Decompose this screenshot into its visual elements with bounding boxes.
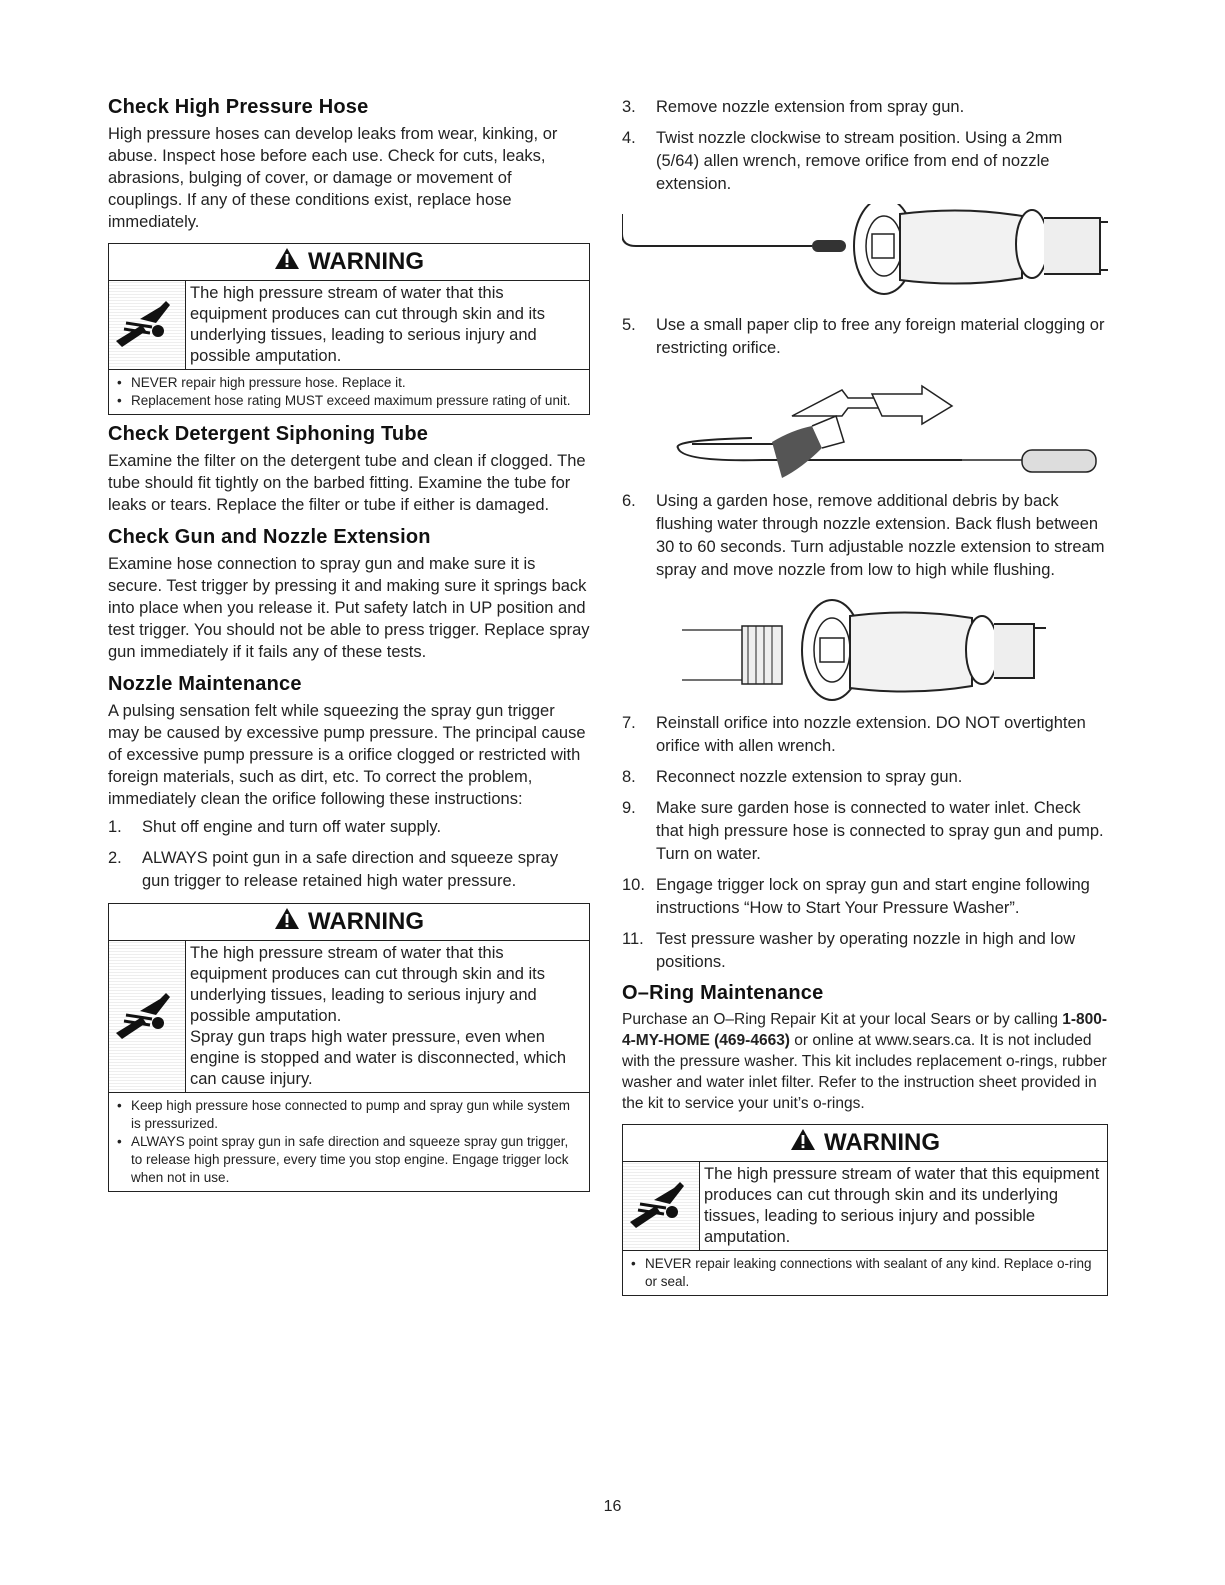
warning-message: Spray gun traps high water pressure, even when engine is stopped and water is disconnected, which can cause injury. bbox=[190, 1028, 567, 1088]
water-jet-injury-icon bbox=[623, 1162, 699, 1250]
section-gun-nozzle bbox=[108, 526, 590, 663]
warning-title: WARNING bbox=[824, 1129, 940, 1156]
warning-bullets bbox=[623, 1251, 1107, 1295]
section-title: Check Gun and Nozzle Extension bbox=[108, 526, 431, 548]
section-body: High pressure hoses can develop leaks from wear, kinking, or abuse. Inspect hose before each use. Check for cuts, leaks, abrasions, bulging of cover, or damage or movement of couplings. If any of these conditions exist, replace hose immediately. bbox=[108, 125, 558, 231]
section-oring-maintenance bbox=[622, 982, 1108, 1114]
phone-number: 1-800-4-MY-HOME (469-4663) bbox=[622, 1011, 1108, 1049]
step-item: 6. Using a garden hose, remove additional debris by back flushing water through nozzle extension. Back flush between 30 to 60 seconds. Turn adjustable nozzle extension to stream spray and move nozzle from low to high while flushing. bbox=[622, 492, 1105, 579]
warning-message: The high pressure stream of water that this equipment produces can cut through skin and its underlying tissues, leading to serious injury and possible amputation. bbox=[190, 944, 545, 1025]
step-item: 5. Use a small paper clip to free any foreign material clogging or restricting orifice. bbox=[622, 316, 1105, 357]
section-body: A pulsing sensation felt while squeezing the spray gun trigger may be caused by excessive pump pressure. The principal cause of excessive pump pressure is a orifice clogged or restricted with foreign materials, such as dirt, etc. To correct the problem, immediately clean the orifice following these instructions: bbox=[108, 702, 586, 808]
steps-list bbox=[622, 712, 1108, 974]
section-high-pressure-hose bbox=[108, 96, 590, 233]
section-nozzle-maintenance bbox=[108, 673, 590, 893]
nozzle-extension-figure bbox=[622, 204, 1108, 304]
warning-title: WARNING bbox=[308, 908, 424, 935]
warning-message: The high pressure stream of water that this equipment produces can cut through skin and its underlying tissues, leading to serious injury and possible amputation. bbox=[190, 284, 545, 365]
warning-triangle-icon bbox=[274, 245, 300, 281]
warning-header bbox=[623, 1125, 1107, 1162]
section-title: Nozzle Maintenance bbox=[108, 673, 302, 695]
warning-bullet: • NEVER repair leaking connections with sealant of any kind. Replace o-ring or seal. bbox=[631, 1255, 1099, 1291]
step-item: 11. Test pressure washer by operating nozzle in high and low positions. bbox=[622, 930, 1076, 971]
right-column bbox=[622, 96, 1108, 1304]
water-jet-injury-icon bbox=[109, 941, 185, 1092]
warning-header bbox=[109, 904, 589, 941]
section-title: Check High Pressure Hose bbox=[108, 96, 369, 118]
warning-bullets bbox=[109, 1093, 589, 1191]
steps-list bbox=[622, 314, 1108, 360]
warning-box-3 bbox=[622, 1124, 1108, 1296]
step-item: 8. Reconnect nozzle extension to spray gun. bbox=[622, 768, 963, 786]
warning-triangle-icon bbox=[274, 905, 300, 941]
warning-bullet: • NEVER repair high pressure hose. Replace it. bbox=[117, 374, 581, 392]
warning-bullet: • Replacement hose rating MUST exceed maximum pressure rating of unit. bbox=[117, 392, 581, 410]
step-item: 7. Reinstall orifice into nozzle extension. DO NOT overtighten orifice with allen wrench. bbox=[622, 714, 1086, 755]
step-item: 3. Remove nozzle extension from spray gun. bbox=[622, 98, 965, 116]
section-title: O–Ring Maintenance bbox=[622, 982, 824, 1004]
step-item: 1. Shut off engine and turn off water supply. bbox=[108, 818, 442, 836]
step-item: 10. Engage trigger lock on spray gun and start engine following instructions “How to Start Your Pressure Washer”. bbox=[622, 876, 1090, 917]
step-item: 2. ALWAYS point gun in a safe direction and squeeze spray gun trigger to release retained high water pressure. bbox=[108, 849, 559, 890]
water-jet-injury-icon bbox=[109, 281, 185, 369]
warning-header bbox=[109, 244, 589, 281]
warning-bullet: • Keep high pressure hose connected to pump and spray gun while system is pressurized. bbox=[117, 1097, 581, 1133]
section-detergent-tube bbox=[108, 423, 590, 516]
section-body: Examine the filter on the detergent tube and clean if clogged. The tube should fit tightly on the barbed fitting. Examine the tube for leaks or tears. Replace the filter or tube if either is damaged. bbox=[108, 452, 586, 514]
warning-title: WARNING bbox=[308, 248, 424, 275]
section-title: Check Detergent Siphoning Tube bbox=[108, 423, 429, 445]
steps-list bbox=[622, 490, 1108, 582]
warning-box-2 bbox=[108, 903, 590, 1192]
section-body: Purchase an O–Ring Repair Kit at your local Sears or by calling 1-800-4-MY-HOME (469-4663) or online at www.sears.ca. It is not included with the pressure washer. This kit includes replacement o-rings, rubber washer and water inlet filter. Refer to the instruction sheet provided in the kit to service your unit’s o-rings. bbox=[622, 1011, 1108, 1112]
paper-clip-figure bbox=[622, 368, 1108, 480]
warning-box-1 bbox=[108, 243, 590, 415]
step-item: 4. Twist nozzle clockwise to stream position. Using a 2mm (5/64) allen wrench, remove orifice from end of nozzle extension. bbox=[622, 129, 1063, 193]
section-body: Examine hose connection to spray gun and make sure it is secure. Test trigger by pressing it and making sure it springs back into place when you release it. Put safety latch in UP position and test trigger. You should not be able to press trigger. Replace spray gun immediately if it fails any of these tests. bbox=[108, 555, 590, 661]
warning-bullets bbox=[109, 370, 589, 414]
warning-triangle-icon bbox=[790, 1126, 816, 1162]
warning-message: The high pressure stream of water that this equipment produces can cut through skin and its underlying tissues, leading to serious injury and possible amputation. bbox=[704, 1165, 1100, 1246]
steps-list bbox=[622, 96, 1108, 196]
step-item: 9. Make sure garden hose is connected to water inlet. Check that high pressure hose is connected to spray gun and pump. Turn on water. bbox=[622, 799, 1104, 863]
page-number: 16 bbox=[603, 1498, 622, 1515]
back-flush-figure bbox=[622, 590, 1108, 702]
steps-list bbox=[108, 816, 590, 893]
warning-bullet: • ALWAYS point spray gun in safe direction and squeeze spray gun trigger, to release high pressure, every time you stop engine. Engage trigger lock when not in use. bbox=[117, 1133, 581, 1187]
left-column bbox=[108, 96, 590, 1200]
